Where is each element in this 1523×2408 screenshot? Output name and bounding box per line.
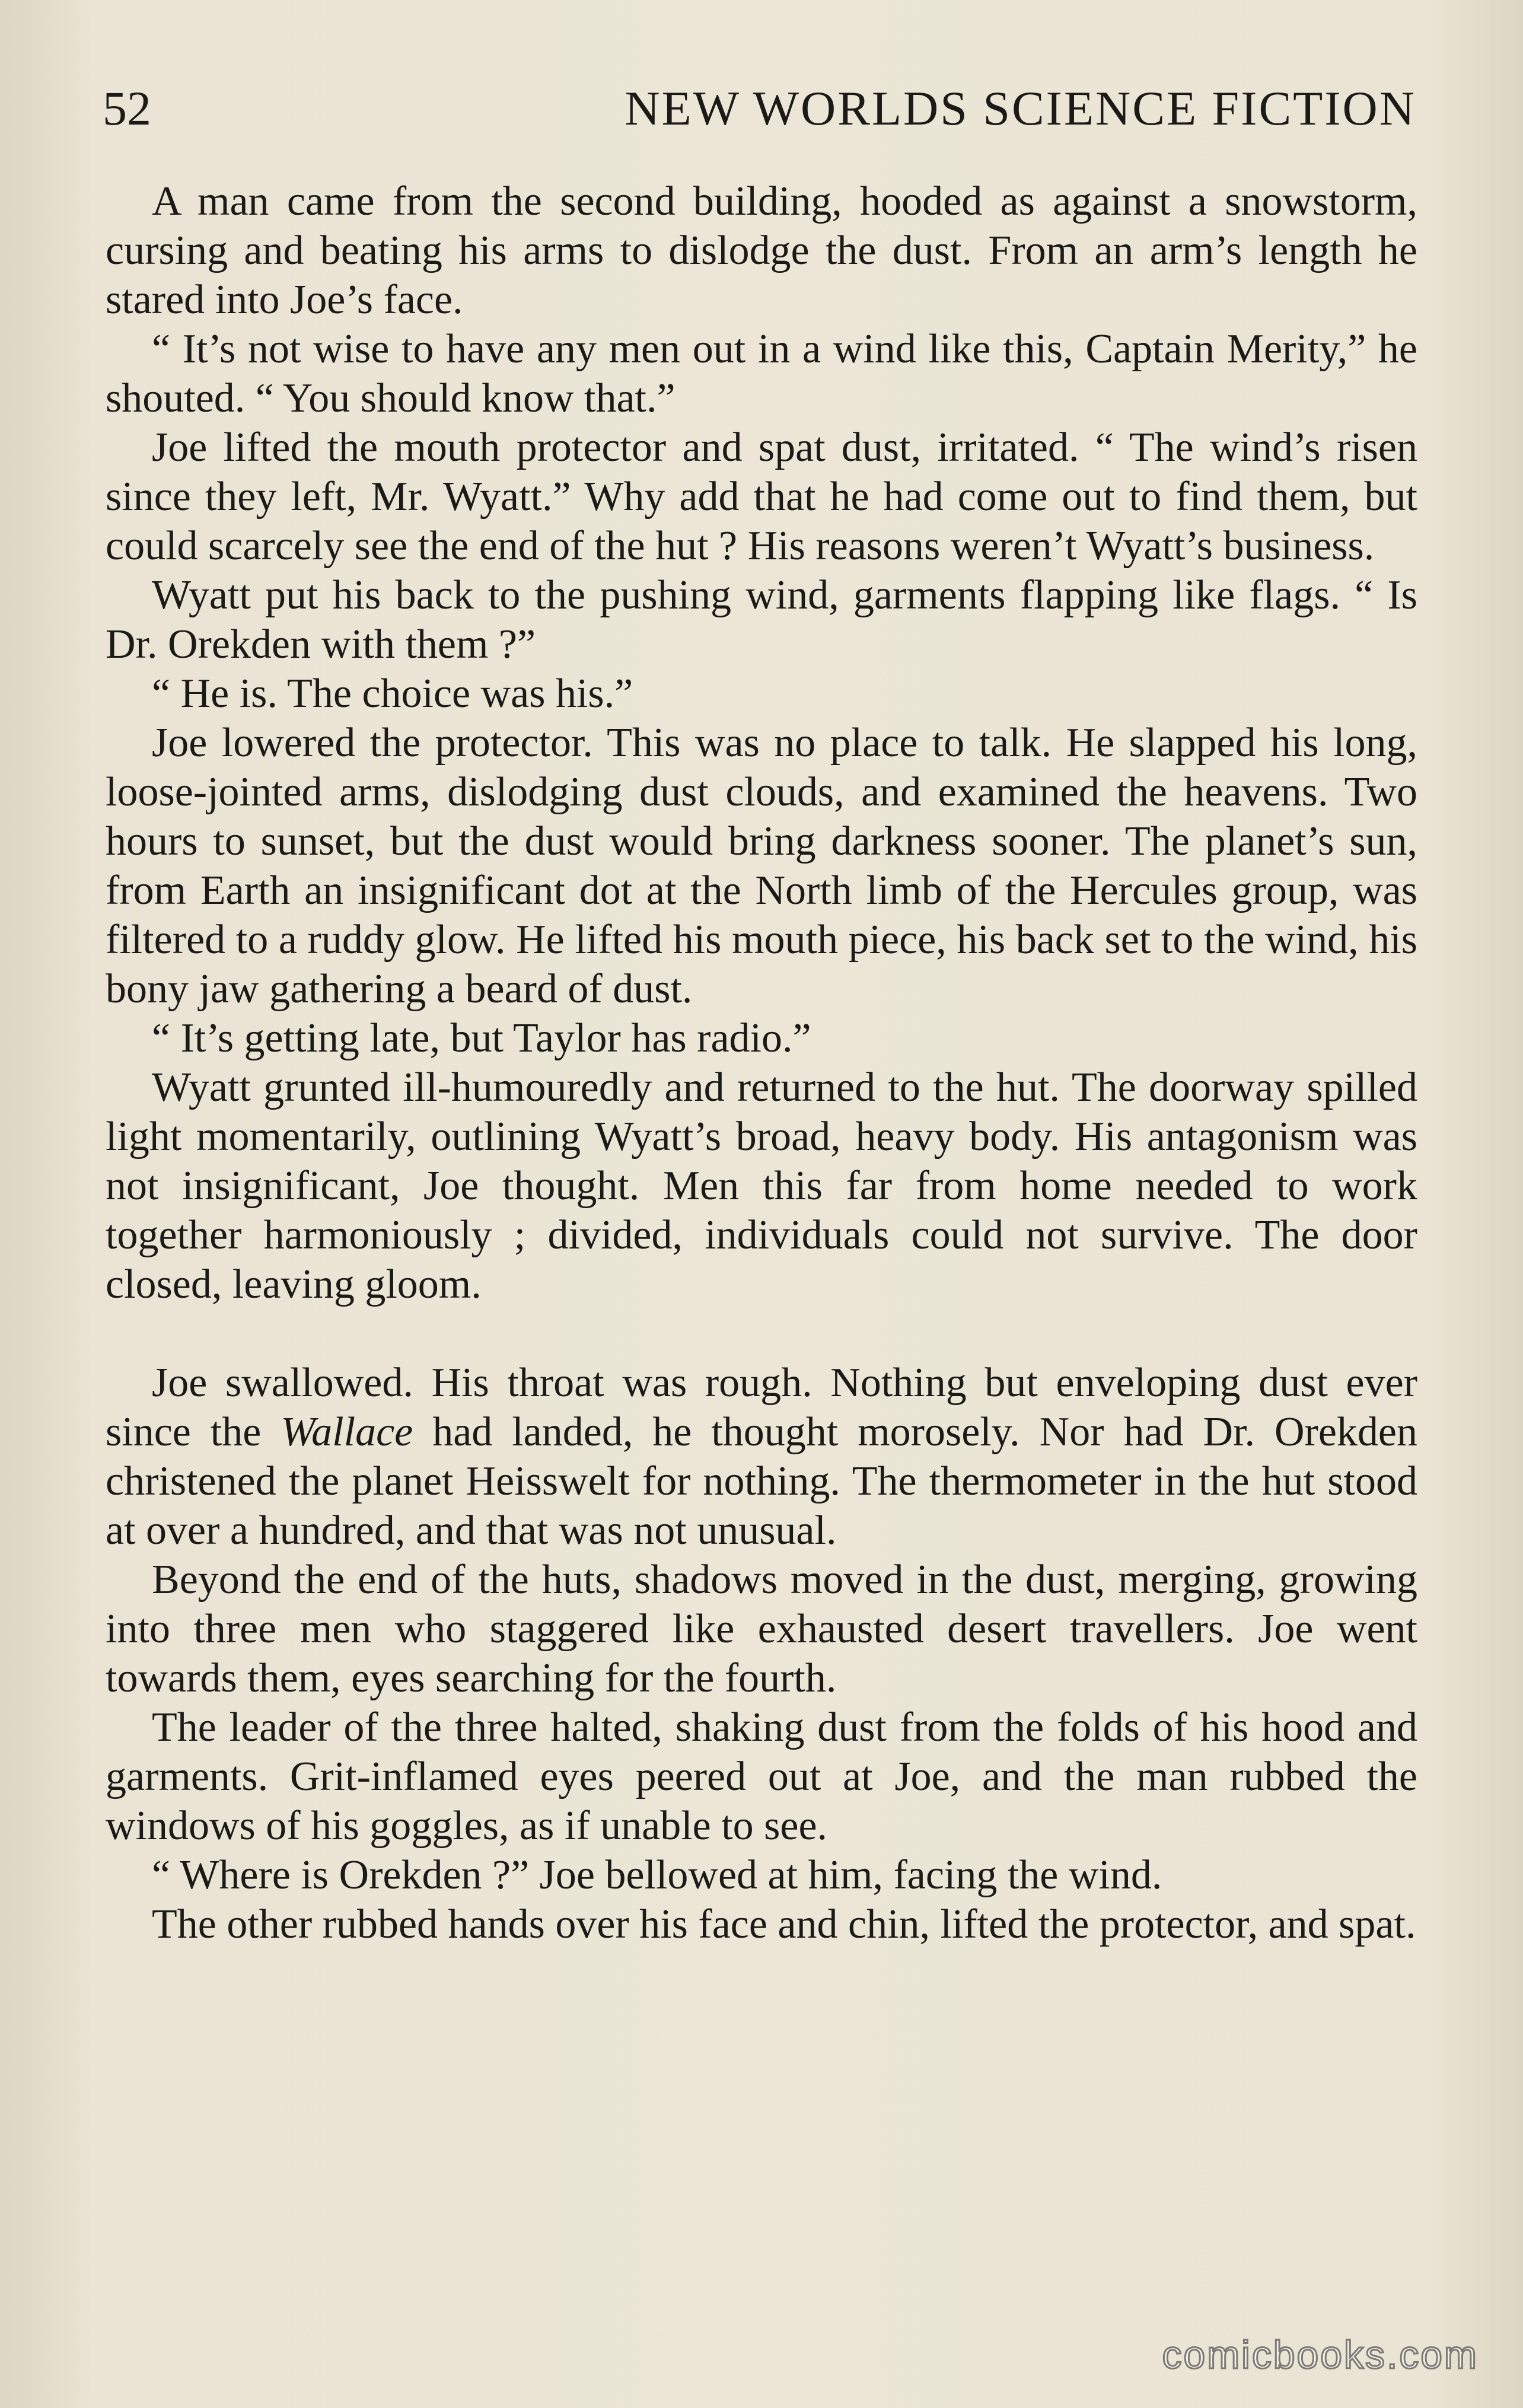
page-number: 52 <box>103 81 151 135</box>
paragraph-11: The leader of the three halted, shaking dust from the folds of his hood and garments. Grit-inflamed eyes peered out at Joe, and the man rubbed the windows of his goggles, as if unable to see. <box>106 1705 1417 1849</box>
story-text <box>106 177 1417 1949</box>
page-header <box>103 76 1416 141</box>
watermark: comicbooks.com <box>1162 2333 1479 2377</box>
paragraph-9-before: Joe swallowed. His throat was rough. Nothing but enveloping dust ever since the <box>106 1360 1417 1455</box>
ship-name: Wallace <box>281 1409 413 1455</box>
paragraph-10: Beyond the end of the huts, shadows moved in the dust, merging, growing into three men who staggered like exhausted desert travellers. Joe went towards them, eyes searching for the fourth. <box>106 1557 1417 1701</box>
paragraph-3: Joe lifted the mouth protector and spat dust, irritated. “ The wind’s risen since they left, Mr. Wyatt.” Why add that he had come out to find them, but could scarcely see the end of the hut ? His reasons weren’t Wyatt’s business. <box>106 425 1417 569</box>
paragraph-9-after: had landed, he thought morosely. Nor had Dr. Orekden christened the planet Heisswelt for nothing. The thermometer in the hut stood at over a hundred, and that was not unusual. <box>106 1409 1417 1553</box>
paragraph-12: “ Where is Orekden ?” Joe bellowed at him, facing the wind. <box>152 1852 1162 1898</box>
paragraph-1: A man came from the second building, hooded as against a snowstorm, cursing and beating his arms to dislodge the dust. From an arm’s length he stared into Joe’s face. <box>106 179 1417 323</box>
paragraph-2: “ It’s not wise to have any men out in a wind like this, Captain Merity,” he shouted. “ You should know that.” <box>106 326 1417 421</box>
paragraph-5: “ He is. The choice was his.” <box>152 671 633 716</box>
running-title: NEW WORLDS SCIENCE FICTION <box>625 81 1416 135</box>
paragraph-13: The other rubbed hands over his face and chin, lifted the protector, and spat. <box>152 1901 1416 1947</box>
paragraph-9 <box>106 1358 1417 1555</box>
paragraph-4: Wyatt put his back to the pushing wind, garments flapping like flags. “ Is Dr. Orekden with them ?” <box>106 572 1417 667</box>
paragraph-6: Joe lowered the protector. This was no place to talk. He slapped his long, loose-jointed arms, dislodging dust clouds, and examined the heavens. Two hours to sunset, but the dust would bring darkness sooner. The planet’s sun, from Earth an insignificant dot at the North limb of the Hercules group, was filtered to a ruddy glow. He lifted his mouth piece, his back set to the wind, his bony jaw gathering a beard of dust. <box>106 720 1417 1012</box>
paragraph-8: Wyatt grunted ill-humouredly and returned to the hut. The doorway spilled light momentarily, outlining Wyatt’s broad, heavy body. His antagonism was not insignificant, Joe thought. Men this far from home needed to work together harmoniously ; divided, individuals could not survive. The door closed, leaving gloom. <box>106 1065 1417 1307</box>
paragraph-7: “ It’s getting late, but Taylor has radio.” <box>152 1015 811 1061</box>
